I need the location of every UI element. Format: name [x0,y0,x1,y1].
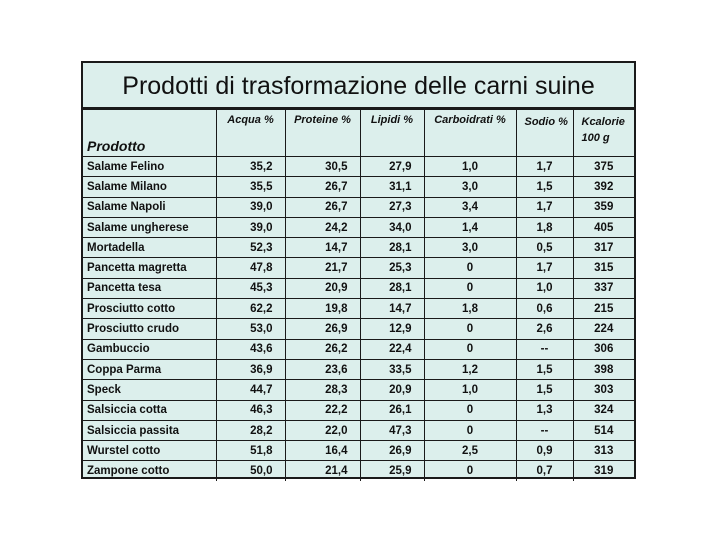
cell-sodio: 1,7 [516,258,573,278]
cell-lipidi: 28,1 [360,278,424,298]
cell-proteine: 30,5 [285,157,360,177]
table-row [83,278,634,298]
cell-lipidi: 22,4 [360,339,424,359]
cell-carboidrati: 3,0 [424,177,516,197]
cell-kcalorie: 306 [573,339,634,359]
cell-sodio: 1,3 [516,400,573,420]
header-sodio: Sodio % [516,110,573,157]
cell-carboidrati: 1,2 [424,359,516,379]
cell-kcalorie: 337 [573,278,634,298]
nutrition-table-panel [81,61,636,479]
cell-kcalorie: 215 [573,299,634,319]
cell-prodotto: Prosciutto cotto [83,299,216,319]
cell-lipidi: 31,1 [360,177,424,197]
cell-lipidi: 33,5 [360,359,424,379]
cell-proteine: 26,9 [285,319,360,339]
cell-acqua: 47,8 [216,258,285,278]
cell-prodotto: Salame Milano [83,177,216,197]
cell-sodio: 2,6 [516,319,573,339]
table-row [83,197,634,217]
cell-proteine: 14,7 [285,238,360,258]
cell-acqua: 44,7 [216,380,285,400]
cell-prodotto: Coppa Parma [83,359,216,379]
cell-prodotto: Salame Felino [83,157,216,177]
cell-proteine: 26,7 [285,197,360,217]
cell-carboidrati: 1,0 [424,157,516,177]
cell-prodotto: Salsiccia cotta [83,400,216,420]
cell-proteine: 23,6 [285,359,360,379]
cell-carboidrati: 0 [424,258,516,278]
cell-proteine: 28,3 [285,380,360,400]
cell-kcalorie: 359 [573,197,634,217]
cell-prodotto: Prosciutto crudo [83,319,216,339]
cell-sodio: -- [516,420,573,440]
cell-carboidrati: 1,0 [424,380,516,400]
cell-sodio: -- [516,339,573,359]
table-row [83,359,634,379]
cell-kcalorie: 315 [573,258,634,278]
cell-sodio: 0,9 [516,441,573,461]
header-lipidi: Lipidi % [360,110,424,157]
cell-acqua: 62,2 [216,299,285,319]
table-header [83,110,634,157]
cell-proteine: 24,2 [285,217,360,237]
cell-lipidi: 27,9 [360,157,424,177]
cell-sodio: 1,5 [516,380,573,400]
cell-kcalorie: 313 [573,441,634,461]
cell-lipidi: 25,3 [360,258,424,278]
cell-acqua: 36,9 [216,359,285,379]
cell-acqua: 43,6 [216,339,285,359]
cell-kcalorie: 375 [573,157,634,177]
table-body [83,157,634,481]
cell-sodio: 1,0 [516,278,573,298]
table-row [83,177,634,197]
cell-carboidrati: 0 [424,400,516,420]
cell-kcalorie: 324 [573,400,634,420]
table-row [83,157,634,177]
cell-sodio: 0,6 [516,299,573,319]
table-row [83,441,634,461]
header-row [83,110,634,157]
cell-lipidi: 34,0 [360,217,424,237]
table-row [83,258,634,278]
cell-carboidrati: 0 [424,319,516,339]
cell-prodotto: Pancetta magretta [83,258,216,278]
cell-acqua: 39,0 [216,217,285,237]
cell-kcalorie: 398 [573,359,634,379]
cell-lipidi: 26,1 [360,400,424,420]
cell-lipidi: 27,3 [360,197,424,217]
cell-carboidrati: 1,4 [424,217,516,237]
cell-sodio: 0,5 [516,238,573,258]
cell-prodotto: Salsiccia passita [83,420,216,440]
cell-prodotto: Salame Napoli [83,197,216,217]
cell-sodio: 1,5 [516,177,573,197]
cell-lipidi: 26,9 [360,441,424,461]
cell-prodotto: Pancetta tesa [83,278,216,298]
table-title: Prodotti di trasformazione delle carni suine [83,63,634,109]
cell-kcalorie: 405 [573,217,634,237]
cell-carboidrati: 1,8 [424,299,516,319]
cell-proteine: 19,8 [285,299,360,319]
cell-lipidi: 12,9 [360,319,424,339]
cell-proteine: 20,9 [285,278,360,298]
cell-kcalorie: 514 [573,420,634,440]
header-proteine: Proteine % [285,110,360,157]
cell-sodio: 1,8 [516,217,573,237]
cell-acqua: 46,3 [216,400,285,420]
cell-kcalorie: 392 [573,177,634,197]
header-prodotto: Prodotto [83,110,216,157]
cell-lipidi: 25,9 [360,461,424,481]
cell-prodotto: Wurstel cotto [83,441,216,461]
cell-kcalorie: 317 [573,238,634,258]
table-row [83,461,634,481]
table-row [83,420,634,440]
cell-proteine: 21,7 [285,258,360,278]
cell-carboidrati: 0 [424,461,516,481]
cell-proteine: 22,2 [285,400,360,420]
cell-carboidrati: 3,0 [424,238,516,258]
table-row [83,400,634,420]
table-row [83,319,634,339]
nutrition-table [83,109,634,481]
cell-lipidi: 28,1 [360,238,424,258]
cell-kcalorie: 303 [573,380,634,400]
cell-acqua: 51,8 [216,441,285,461]
cell-kcalorie: 319 [573,461,634,481]
cell-lipidi: 47,3 [360,420,424,440]
table-row [83,380,634,400]
header-carboidrati: Carboidrati % [424,110,516,157]
header-acqua: Acqua % [216,110,285,157]
cell-proteine: 26,7 [285,177,360,197]
cell-carboidrati: 2,5 [424,441,516,461]
cell-acqua: 50,0 [216,461,285,481]
cell-carboidrati: 0 [424,339,516,359]
cell-proteine: 26,2 [285,339,360,359]
cell-carboidrati: 0 [424,420,516,440]
cell-carboidrati: 3,4 [424,197,516,217]
cell-prodotto: Zampone cotto [83,461,216,481]
cell-prodotto: Salame ungherese [83,217,216,237]
cell-acqua: 53,0 [216,319,285,339]
table-row [83,299,634,319]
cell-acqua: 45,3 [216,278,285,298]
cell-lipidi: 14,7 [360,299,424,319]
cell-prodotto: Gambuccio [83,339,216,359]
cell-proteine: 21,4 [285,461,360,481]
table-row [83,238,634,258]
cell-prodotto: Mortadella [83,238,216,258]
cell-sodio: 1,7 [516,197,573,217]
header-kcalorie: Kcalorie 100 g [573,110,634,157]
cell-lipidi: 20,9 [360,380,424,400]
cell-kcalorie: 224 [573,319,634,339]
cell-acqua: 52,3 [216,238,285,258]
cell-prodotto: Speck [83,380,216,400]
cell-proteine: 16,4 [285,441,360,461]
cell-acqua: 35,5 [216,177,285,197]
table-row [83,339,634,359]
cell-carboidrati: 0 [424,278,516,298]
table-row [83,217,634,237]
cell-sodio: 1,7 [516,157,573,177]
cell-proteine: 22,0 [285,420,360,440]
cell-acqua: 28,2 [216,420,285,440]
cell-acqua: 39,0 [216,197,285,217]
cell-sodio: 1,5 [516,359,573,379]
cell-acqua: 35,2 [216,157,285,177]
cell-sodio: 0,7 [516,461,573,481]
